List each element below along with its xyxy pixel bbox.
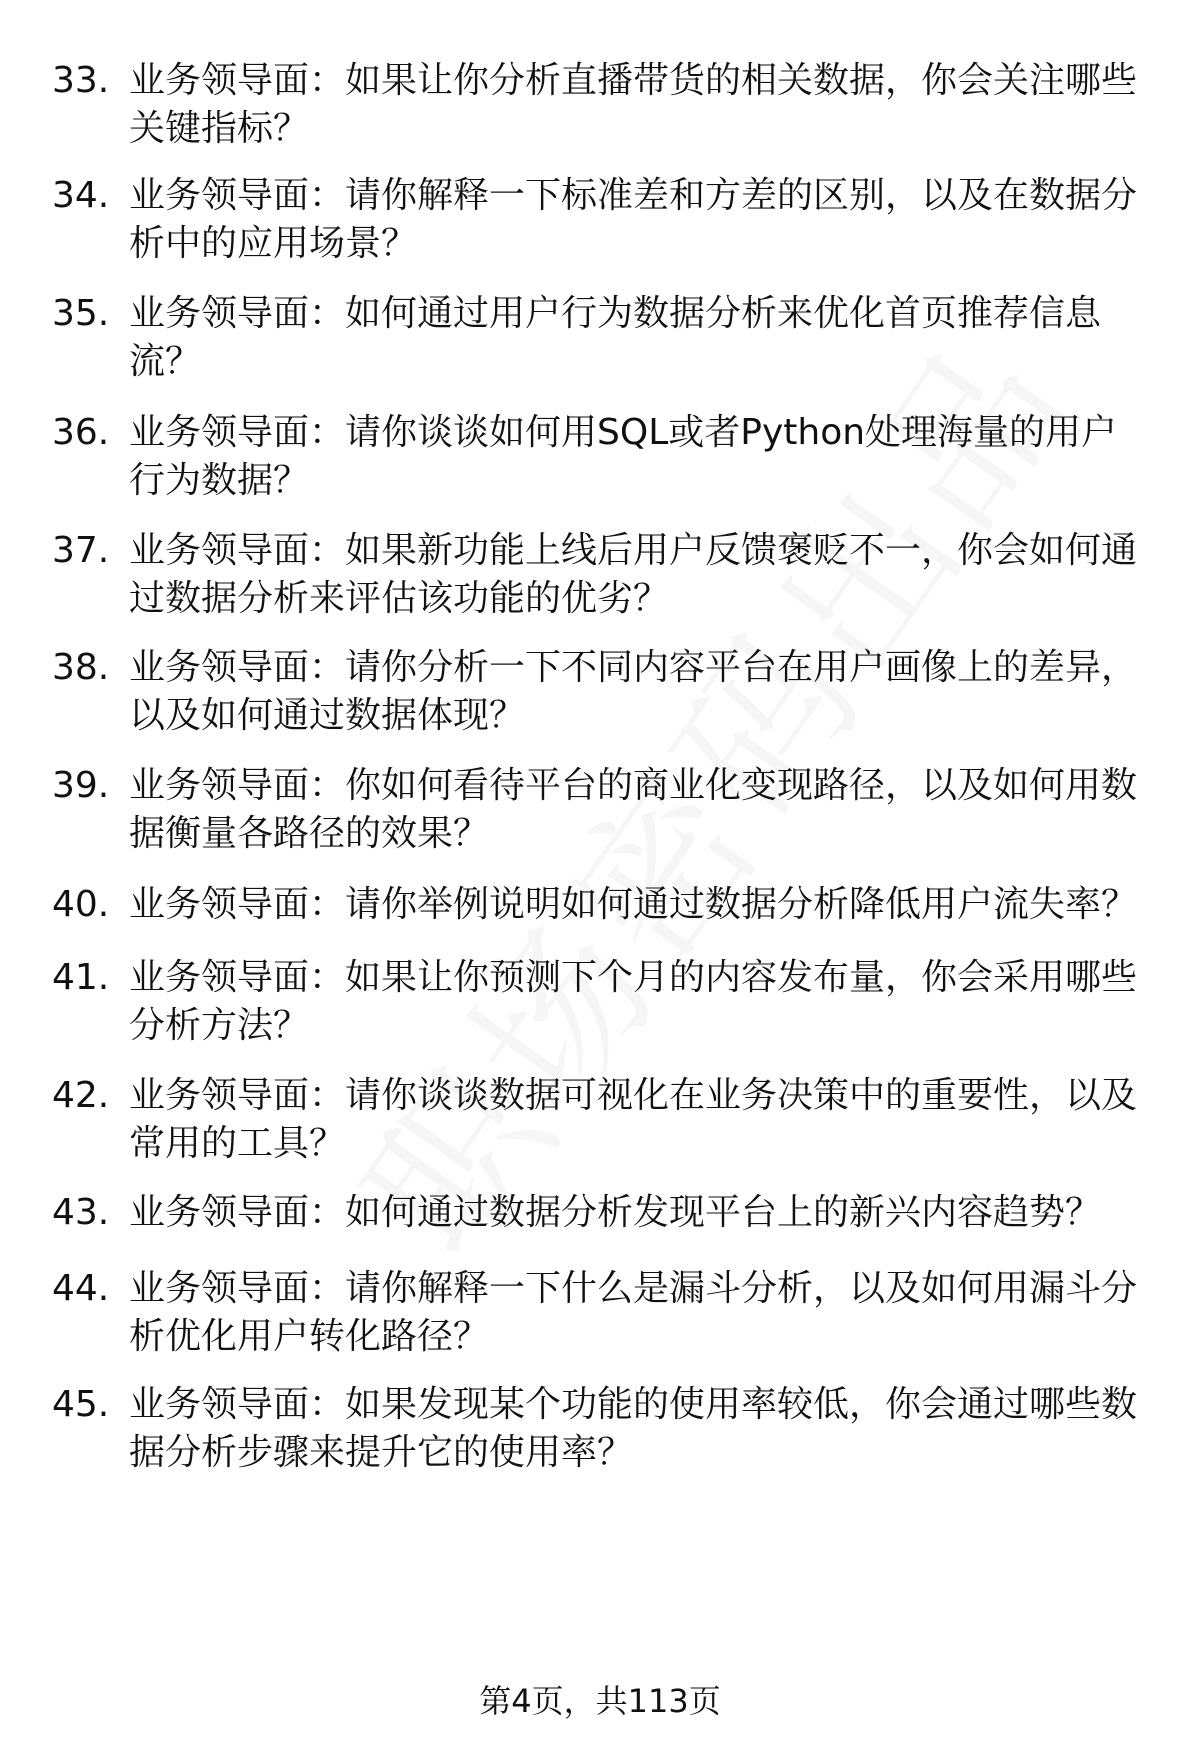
- question-text: 业务领导面：如果发现某个功能的使用率较低，你会通过哪些数据分析步骤来提升它的使用率？: [129, 1384, 1138, 1473]
- question-number: 35.: [52, 293, 110, 334]
- question-number: 40.: [52, 884, 110, 925]
- question-number: 41.: [52, 957, 110, 998]
- question-text: 业务领导面：你如何看待平台的商业化变现路径，以及如何用数据衡量各路径的效果？: [129, 765, 1138, 854]
- question-number: 42.: [52, 1075, 110, 1116]
- question-number: 39.: [52, 765, 110, 806]
- question-number: 33.: [52, 60, 110, 101]
- question-number: 45.: [52, 1384, 110, 1425]
- question-text: 业务领导面：请你谈谈数据可视化在业务决策中的重要性，以及常用的工具？: [129, 1075, 1138, 1164]
- question-number: 43.: [52, 1192, 110, 1233]
- question-number: 37.: [52, 530, 110, 571]
- question-number: 44.: [52, 1268, 110, 1309]
- question-text: 业务领导面：请你解释一下什么是漏斗分析，以及如何用漏斗分析优化用户转化路径？: [129, 1268, 1138, 1357]
- question-text: 业务领导面：请你举例说明如何通过数据分析降低用户流失率？: [129, 884, 1138, 925]
- question-number: 36.: [52, 412, 110, 453]
- question-text: 业务领导面：如果新功能上线后用户反馈褒贬不一，你会如何通过数据分析来评估该功能的优劣？: [129, 530, 1138, 619]
- question-text: 业务领导面：请你分析一下不同内容平台在用户画像上的差异，以及如何通过数据体现？: [129, 647, 1138, 736]
- question-text: 业务领导面：如何通过数据分析发现平台上的新兴内容趋势？: [129, 1192, 1102, 1233]
- question-number: 38.: [52, 647, 110, 688]
- question-text: 业务领导面：如何通过用户行为数据分析来优化首页推荐信息流？: [129, 293, 1102, 382]
- question-text: 业务领导面：如果让你分析直播带货的相关数据，你会关注哪些关键指标？: [129, 60, 1138, 149]
- page-number: 第4页，共113页: [479, 1682, 721, 1720]
- question-text: 业务领导面：请你谈谈如何用SQL或者Python处理海量的用户行为数据？: [129, 412, 1118, 501]
- question-text: 业务领导面：请你解释一下标准差和方差的区别，以及在数据分析中的应用场景？: [129, 175, 1138, 264]
- question-number: 34.: [52, 175, 110, 216]
- question-text: 业务领导面：如果让你预测下个月的内容发布量，你会采用哪些分析方法？: [129, 957, 1138, 1046]
